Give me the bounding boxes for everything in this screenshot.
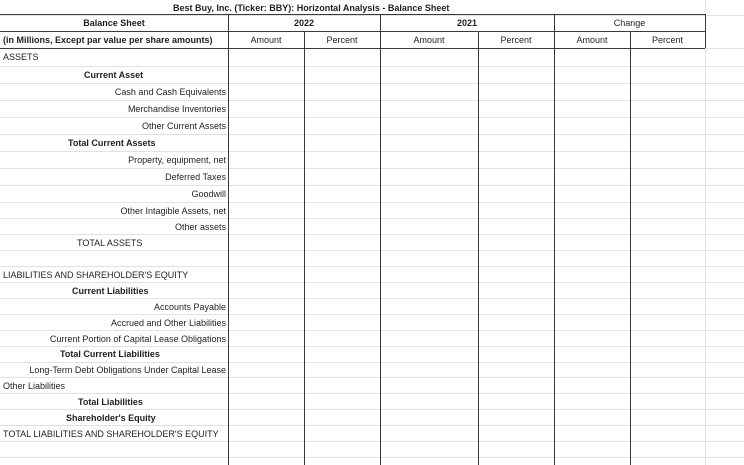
- gridline: [0, 66, 744, 67]
- gridline: [0, 117, 744, 118]
- border-col: [228, 14, 229, 465]
- row-label-current-capital-lease: Current Portion of Capital Lease Obligations: [49, 334, 226, 344]
- gridline: [0, 202, 744, 203]
- gridline: [0, 185, 744, 186]
- gridline: [0, 409, 744, 410]
- header-amount-2022: Amount: [250, 35, 282, 45]
- border-header-bottom: [0, 48, 705, 49]
- header-percent-2022: Percent: [326, 35, 358, 45]
- row-label-total-liabilities-equity: TOTAL LIABILITIES AND SHAREHOLDER'S EQUITY: [3, 429, 219, 439]
- row-label-liabilities-equity: LIABILITIES AND SHAREHOLDER'S EQUITY: [3, 270, 189, 280]
- border-col: [554, 14, 555, 465]
- gridline: [0, 218, 744, 219]
- row-label-total-assets: TOTAL ASSETS: [77, 238, 143, 248]
- gridline: [0, 250, 744, 251]
- header-change: Change: [613, 18, 646, 28]
- gridline: [0, 168, 744, 169]
- row-label-accrued-liabilities: Accrued and Other Liabilities: [110, 318, 226, 328]
- row-label-other-intangible: Other Intagible Assets, net: [120, 206, 226, 216]
- border-col: [380, 14, 381, 465]
- gridline: [705, 0, 706, 465]
- header-year-2021: 2021: [456, 18, 478, 28]
- border-right: [705, 14, 706, 48]
- header-percent-change: Percent: [651, 35, 684, 45]
- gridline: [0, 330, 744, 331]
- gridline: [0, 266, 744, 267]
- row-label-other-assets: Other assets: [174, 222, 226, 232]
- gridline: [0, 151, 744, 152]
- gridline: [0, 234, 744, 235]
- row-label-deferred-taxes: Deferred Taxes: [165, 172, 226, 182]
- gridline: [0, 393, 744, 394]
- gridline: [0, 314, 744, 315]
- row-label-total-current-liabilities: Total Current Liabilities: [60, 349, 160, 359]
- gridline: [0, 362, 744, 363]
- row-label-current-liabilities: Current Liabilities: [72, 286, 149, 296]
- row-label-assets: ASSETS: [3, 52, 39, 62]
- header-amount-2021: Amount: [413, 35, 445, 45]
- border-top: [0, 14, 705, 15]
- row-label-long-term-debt: Long-Term Debt Obligations Under Capital Lease: [29, 365, 226, 375]
- row-label-cash: Cash and Cash Equivalents: [114, 87, 226, 97]
- row-label-total-current-assets: Total Current Assets: [68, 138, 156, 148]
- row-label-other-liabilities: Other Liabilities: [3, 381, 66, 391]
- row-label-shareholders-equity: Shareholder's Equity: [66, 413, 156, 423]
- gridline: [0, 377, 744, 378]
- row-label-total-liabilities: Total Liabilities: [78, 397, 143, 407]
- border-col: [304, 31, 305, 465]
- header-balance-sheet: Balance Sheet: [83, 18, 145, 28]
- border-col: [478, 31, 479, 465]
- header-year-2022: 2022: [293, 18, 315, 28]
- header-amount-change: Amount: [576, 35, 608, 45]
- row-label-other-current-assets: Other Current Assets: [141, 121, 226, 131]
- row-label-accounts-payable: Accounts Payable: [153, 302, 226, 312]
- border-header-mid: [0, 31, 705, 32]
- gridline: [0, 298, 744, 299]
- gridline: [0, 134, 744, 135]
- row-label-merchandise: Merchandise Inventories: [127, 104, 226, 114]
- row-label-current-asset: Current Asset: [84, 70, 144, 80]
- border-col: [630, 31, 631, 465]
- gridline: [0, 457, 744, 458]
- gridline: [0, 346, 744, 347]
- gridline: [0, 282, 744, 283]
- gridline: [0, 425, 744, 426]
- page-title: Best Buy, Inc. (Ticker: BBY): Horizontal Analysis - Balance Sheet: [173, 3, 450, 13]
- header-percent-2021: Percent: [500, 35, 532, 45]
- gridline: [0, 100, 744, 101]
- row-label-ppe: Property, equipment, net: [128, 155, 226, 165]
- gridline: [0, 83, 744, 84]
- gridline: [0, 441, 744, 442]
- row-label-goodwill: Goodwill: [191, 189, 226, 199]
- gridline: [0, 15, 744, 16]
- header-units: (in Millions, Except par value per share amounts): [3, 35, 213, 45]
